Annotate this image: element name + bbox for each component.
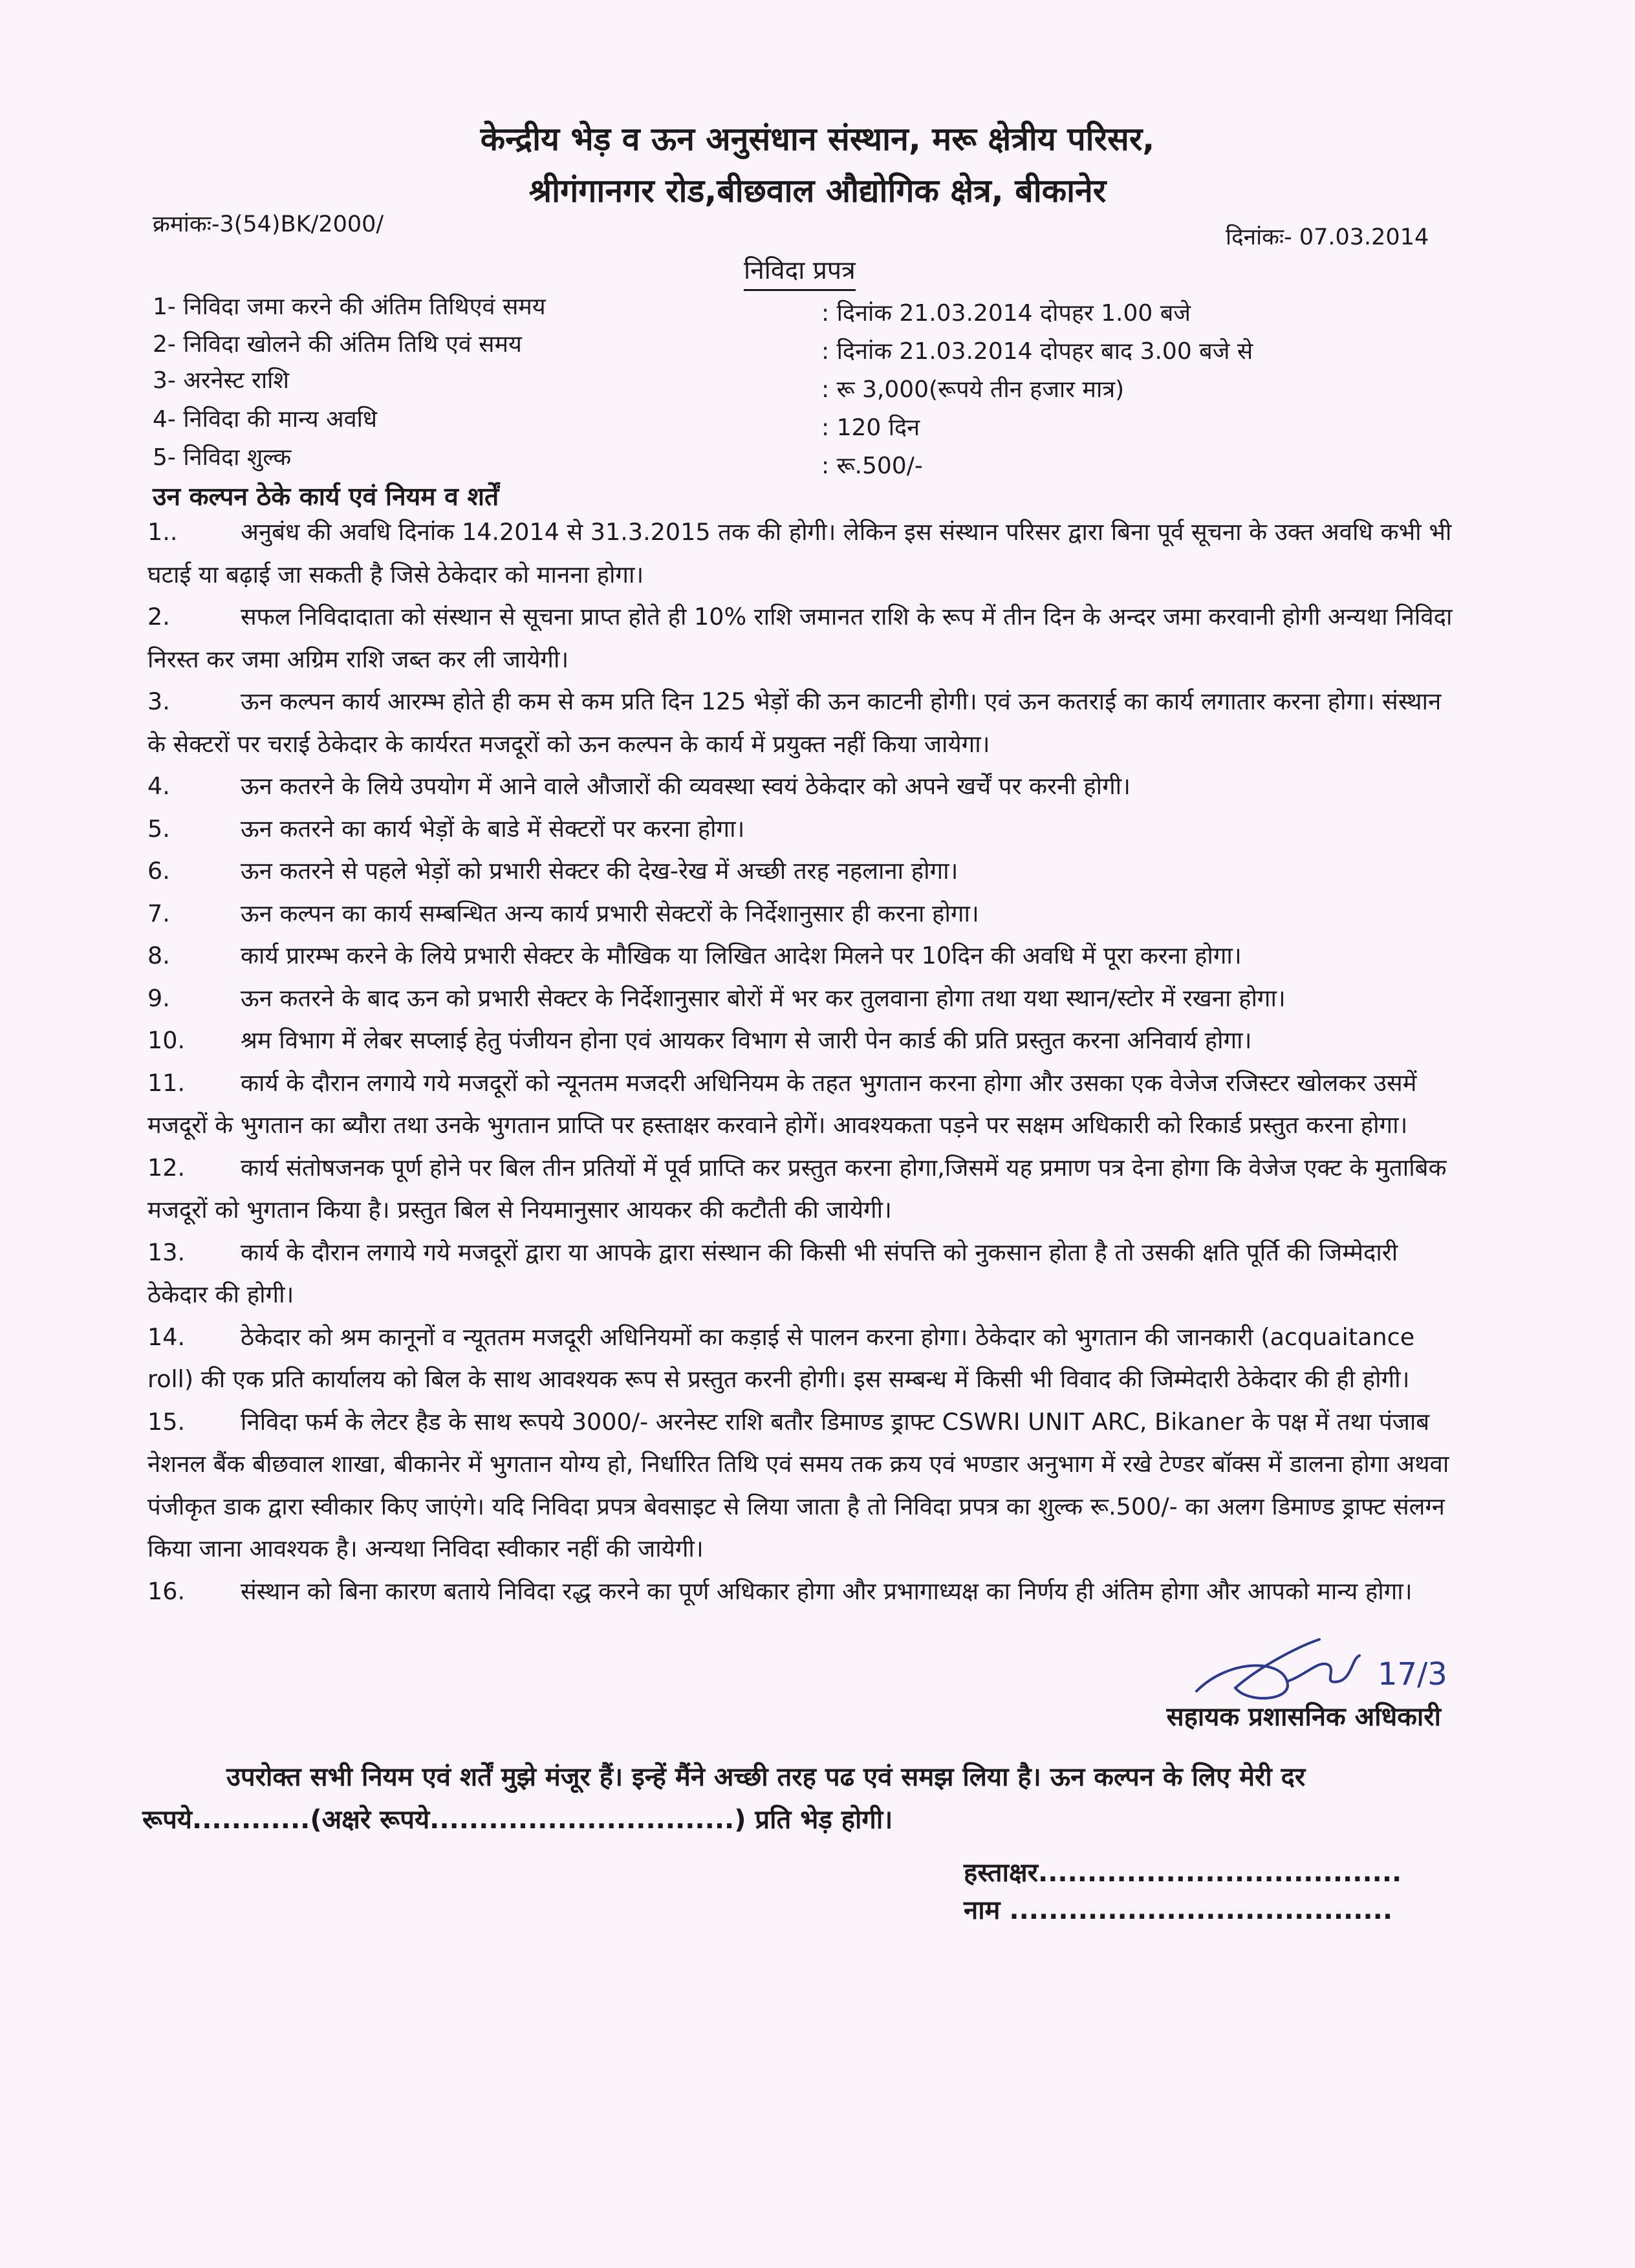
term-clause (147, 892, 1455, 935)
section-title: उन कल्पन ठेके कार्य एवं नियम व शर्तें (153, 482, 499, 512)
clause-text: कार्य प्रारम्भ करने के लिये प्रभारी सेक्टर के मौखिक या लिखित आदेश मिलने पर 10दिन की अवधि में पूरा करना होगा। (241, 942, 1242, 969)
clause-number: 6. (147, 857, 170, 885)
clause-number: 9. (147, 984, 170, 1012)
term-clause (147, 1231, 1455, 1316)
clause-number: 1.. (147, 518, 178, 546)
clause-number: 8. (147, 942, 170, 969)
clause-text: ऊन कतरने का कार्य भेड़ों के बाडे में सेक्टरों पर करना होगा। (241, 814, 745, 843)
term-clause (147, 680, 1455, 765)
detail-label: 5- निविदा शुल्क (153, 444, 292, 471)
signatory-title: सहायक प्रशासनिक अधिकारी (1166, 1702, 1441, 1732)
detail-label: 2- निविदा खोलने की अंतिम तिथि एवं समय (153, 331, 522, 358)
detail-value: : रू.500/- (821, 453, 923, 479)
clause-text: श्रम विभाग में लेबर सप्लाई हेतु पंजीयन होना एवं आयकर विभाग से जारी पेन कार्ड की प्रति प्रस्तुत करना अनिवार्य होगा। (241, 1026, 1252, 1054)
detail-label: 1- निविदा जमा करने की अंतिम तिथिएवं समय (153, 294, 546, 320)
clause-text: ऊन कल्पन का कार्य सम्बन्धित अन्य कार्य प्रभारी सेक्टरों के निर्देशानुसार ही करना होगा। (241, 899, 979, 927)
clause-text: ऊन कतरने से पहले भेड़ों को प्रभारी सेक्टर की देख-रेख में अच्छी तरह नहलाना होगा। (241, 857, 958, 885)
clause-text: सफल निविदादाता को संस्थान से सूचना प्राप्त होते ही 10% राशि जमानत राशि के रूप में तीन दिन के अन्दर जमा करवानी होगी अन्यथा निविदा निरस्त कर जमा अग्रिम राशि जब्त कर ली जायेगी। (147, 603, 1453, 673)
reference-number: क्रमांकः-3(54)BK/2000/ (153, 211, 384, 237)
term-clause (147, 934, 1455, 977)
clause-text: अनुबंध की अवधि दिनांक 14.2014 से 31.3.2015 तक की होगी। लेकिन इस संस्थान परिसर द्वारा बिना पूर्व सूचना के उक्त अवधि कभी भी घटाई या बढ़ाई जा सकती है जिसे ठेकेदार को मानना होगा। (147, 518, 1452, 589)
clause-text: ऊन कल्पन कार्य आरम्भ होते ही कम से कम प्रति दिन 125 भेड़ों की ऊन काटनी होगी। एवं ऊन कतराई का कार्य लगातार करना होगा। संस्थान के सेक्टरों पर चराई ठेकेदार के कार्यरत मजदूरों को ऊन कल्पन के कार्य में प्रयुक्त नहीं किया जायेगा। (147, 687, 1442, 758)
clause-number: 5. (147, 814, 170, 843)
clause-number: 12. (147, 1153, 186, 1182)
term-clause (147, 1019, 1455, 1062)
clause-number: 15. (147, 1407, 186, 1436)
term-clause (147, 1316, 1455, 1401)
clause-text: ऊन कतरने के बाद ऊन को प्रभारी सेक्टर के निर्देशानुसार बोरों में भर कर तुलवाना होगा तथा यथा स्थान/स्टोर में रखना होगा। (241, 984, 1286, 1012)
institute-address: श्रीगंगानगर रोड,बीछवाल औद्योगिक क्षेत्र, बीकानेर (528, 172, 1107, 210)
term-clause (147, 596, 1455, 680)
detail-value: : दिनांक 21.03.2014 दोपहर 1.00 बजे (821, 300, 1191, 327)
term-clause (147, 511, 1455, 596)
term-clause (147, 765, 1455, 808)
detail-label: 3- अरनेस्ट राशि (153, 367, 289, 394)
term-clause (147, 808, 1455, 850)
clause-number: 13. (147, 1238, 186, 1266)
declaration-text: उपरोक्त सभी नियम एवं शर्तें मुझे मंजूर हैं। इन्हें मैंने अच्छी तरह पढ एवं समझ लिया है। ऊन कल्पन के लिए मेरी दर रूपये............(अक्षरे रूपये...............................) प्रति भेड़ होगी। (142, 1762, 1306, 1835)
clause-text: संस्थान को बिना कारण बताये निविदा रद्ध करने का पूर्ण अधिकार होगा और प्रभागाध्यक्ष का निर्णय ही अंतिम होगा और आपको मान्य होगा। (241, 1577, 1413, 1605)
detail-value: : 120 दिन (821, 415, 920, 441)
clause-number: 14. (147, 1323, 186, 1351)
document-subject: निविदा प्रपत्र (744, 252, 856, 291)
signature-date: 17/3 (1378, 1656, 1447, 1692)
clause-number: 7. (147, 899, 170, 927)
clause-text: निविदा फर्म के लेटर हैड के साथ रूपये 3000/- अरनेस्ट राशि बतौर डिमाण्ड ड्राफ्ट CSWRI UNIT ARC, Bikaner के पक्ष में तथा पंजाब नेशनल बैंक बीछवाल शाखा, बीकानेर में भुगतान योग्य हो, निर्धारित तिथि एवं समय तक क्रय एवं भण्डार अनुभाग में रखे टेण्डर बॉक्स में डालना होगा अथवा पंजीकृत डाक द्वारा स्वीकार किए जाएंगे। यदि निविदा प्रपत्र बेवसाइट से लिया जाता है तो निविदा प्रपत्र का शुल्क रू.500/- का अलग डिमाण्ड ड्राफ्ट संलग्न किया जाना आवश्यक है। अन्यथा निविदा स्वीकार नहीं की जायेगी। (147, 1407, 1449, 1562)
term-clause (147, 977, 1455, 1020)
institute-name: केन्द्रीय भेड़ व ऊन अनुसंधान संस्थान, मरू क्षेत्रीय परिसर, (480, 120, 1155, 158)
detail-value: : दिनांक 21.03.2014 दोपहर बाद 3.00 बजे से (821, 338, 1253, 365)
clause-number: 10. (147, 1026, 186, 1054)
document-date: दिनांकः- 07.03.2014 (1226, 224, 1429, 250)
detail-label: 4- निविदा की मान्य अवधि (153, 406, 378, 433)
clause-text: ऊन कतरने के लिये उपयोग में आने वाले औजारों की व्यवस्था स्वयं ठेकेदार को अपने खर्चें पर करनी होगी। (241, 772, 1131, 800)
clause-number: 4. (147, 772, 170, 800)
clause-number: 2. (147, 603, 170, 631)
term-clause (147, 1570, 1455, 1613)
clause-text: कार्य के दौरान लगाये गये मजदूरों द्वारा या आपके द्वारा संस्थान की किसी भी संपत्ति को नुकसान होता है तो उसकी क्षति पूर्ति की जिम्मेदारी ठेकेदार की होगी। (147, 1238, 1398, 1308)
term-clause (147, 1062, 1455, 1147)
clause-number: 11. (147, 1068, 186, 1097)
clause-text: कार्य संतोषजनक पूर्ण होने पर बिल तीन प्रतियों में पूर्व प्राप्ति कर प्रस्तुत करना होगा,जिसमें यह प्रमाण पत्र देना होगा कि वेजेज एक्ट के मुताबिक मजदूरों को भुगतान किया है। प्रस्तुत बिल से नियमानुसार आयकर की कटौती की जायेगी। (147, 1153, 1447, 1224)
clause-number: 16. (147, 1577, 186, 1605)
detail-value: : रू 3,000(रूपये तीन हजार मात्र) (821, 376, 1125, 403)
term-clause (147, 1147, 1455, 1231)
signature-field: हस्ताक्षर..................................... (964, 1858, 1402, 1888)
term-clause (147, 1401, 1455, 1570)
terms-list (147, 511, 1455, 1612)
handwritten-signature (1190, 1620, 1449, 1711)
name-field: नाम ....................................... (964, 1895, 1393, 1925)
term-clause (147, 850, 1455, 892)
clause-number: 3. (147, 687, 170, 715)
clause-text: ठेकेदार को श्रम कानूनों व न्यूततम मजदूरी अधिनियमों का कड़ाई से पालन करना होगा। ठेकेदार को भुगतान की जानकारी (acquaitance roll) की एक प्रति कार्यालय को बिल के साथ आवश्यक रूप से प्रस्तुत करनी होगी। इस सम्बन्ध में किसी भी विवाद की जिम्मेदारी ठेकेदार की ही होगी। (147, 1323, 1415, 1393)
clause-text: कार्य के दौरान लगाये गये मजदूरों को न्यूनतम मजदरी अधिनियम के तहत भुगतान करना होगा और उसका एक वेजेज रजिस्टर खोलकर उसमें मजदूरों के भुगतान का ब्यौरा तथा उनके भुगतान प्राप्ति पर हस्ताक्षर करवाने होगें। आवश्यकता पड़ने पर सक्षम अधिकारी को रिकार्ड प्रस्तुत करना होगा। (147, 1068, 1417, 1139)
bidder-declaration (142, 1756, 1462, 1841)
